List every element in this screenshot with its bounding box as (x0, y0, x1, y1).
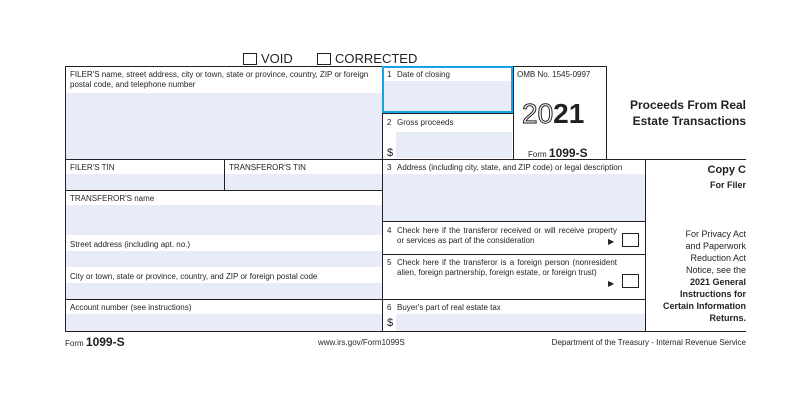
transferor-tin-field[interactable] (225, 174, 382, 190)
footer-form-prefix: Form (65, 339, 84, 348)
filer-name-label: FILER'S name, street address, city or town, state or province, country, ZIP or foreign postal code, and telephone number (70, 70, 369, 89)
void-checkbox[interactable] (243, 53, 257, 65)
box1-focus-outline (382, 66, 513, 113)
omb-form-id (528, 146, 588, 160)
box5-checkbox[interactable] (622, 274, 639, 288)
row-box3-bottom (382, 221, 645, 222)
street-address-field[interactable] (66, 251, 382, 267)
transferor-name-field[interactable] (66, 205, 382, 235)
corrected-label: CORRECTED (335, 51, 418, 66)
filer-tin-field[interactable] (66, 174, 224, 190)
box2-number: 2 (387, 118, 392, 127)
footer-form-name: 1099-S (85, 335, 125, 349)
account-number-label: Account number (see instructions) (70, 303, 192, 312)
box1-number: 1 (387, 70, 392, 79)
col-copy-divider (645, 159, 646, 331)
footer-form-id (65, 335, 125, 349)
property-address-field[interactable] (383, 174, 645, 221)
privacy-line-5: 2021 General (689, 277, 746, 287)
col-omb-divider (513, 66, 514, 159)
box5-number: 5 (387, 258, 392, 267)
tax-year-prefix: 20 (522, 98, 554, 129)
row-account-border (65, 299, 645, 300)
box3-label: Address (including city, state, and ZIP code) or legal description (397, 163, 623, 172)
footer-url: www.irs.gov/Form1099S (318, 338, 405, 347)
omb-form-prefix: Form (528, 150, 547, 159)
copy-subtitle: For Filer (709, 180, 746, 190)
box6-dollar: $ (387, 317, 394, 329)
box4-number: 4 (387, 226, 392, 235)
box6-label: Buyer's part of real estate tax (397, 303, 501, 312)
box5-arrow: ▶ (608, 279, 615, 288)
privacy-line-3: Reduction Act (690, 253, 746, 263)
box3-number: 3 (387, 163, 392, 172)
filer-tin-label: FILER'S TIN (70, 163, 115, 172)
city-field[interactable] (66, 283, 382, 299)
form-title-line2: Estate Transactions (632, 114, 746, 128)
privacy-line-1: For Privacy Act (685, 229, 746, 239)
form-bottom-border (65, 331, 746, 332)
filer-name-field[interactable] (66, 93, 382, 159)
box6-number: 6 (387, 303, 392, 312)
privacy-notice (663, 228, 746, 324)
col-title-divider (606, 66, 607, 159)
privacy-line-6: Instructions for (679, 289, 746, 299)
privacy-line-4: Notice, see the (685, 265, 746, 275)
row-tin-border (65, 159, 746, 160)
privacy-line-7: Certain Information (662, 301, 746, 311)
box2-label: Gross proceeds (397, 118, 454, 127)
form-title-line1: Proceeds From Real (629, 98, 746, 112)
privacy-line-8: Returns. (709, 313, 746, 323)
box5-label: Check here if the transferor is a foreign person (nonresident alien, foreign partnership, foreign estate, or foreign trust) (397, 258, 617, 277)
box2-dollar: $ (387, 147, 394, 159)
tax-year-suffix: 21 (553, 98, 585, 129)
transferor-name-label: TRANSFEROR'S name (70, 194, 155, 203)
form-top-border (65, 66, 607, 67)
row-transferor-border (65, 190, 382, 191)
void-label: VOID (261, 51, 293, 66)
gross-proceeds-field[interactable] (396, 132, 512, 158)
tax-year (522, 100, 584, 128)
transferor-tin-label: TRANSFEROR'S TIN (229, 163, 306, 172)
row-box4-bottom (382, 254, 645, 255)
box4-arrow: ▶ (608, 237, 615, 246)
copy-title: Copy C (707, 164, 746, 176)
box4-label: Check here if the transferor received or will receive property or services as part of the consideration (397, 226, 617, 245)
box1-label: Date of closing (397, 70, 450, 79)
box4-checkbox[interactable] (622, 233, 639, 247)
street-address-label: Street address (including apt. no.) (70, 240, 191, 249)
privacy-line-2: and Paperwork (685, 241, 746, 251)
footer-department: Department of the Treasury - Internal Revenue Service (551, 338, 746, 347)
account-number-field[interactable] (66, 314, 382, 331)
city-label: City or town, state or province, country, and ZIP or foreign postal code (70, 272, 318, 281)
buyers-tax-field[interactable] (396, 314, 645, 331)
box1-box2-divider (382, 113, 513, 114)
omb-number: OMB No. 1545-0997 (517, 70, 591, 79)
corrected-checkbox[interactable] (317, 53, 331, 65)
omb-form-name: 1099-S (548, 146, 588, 160)
